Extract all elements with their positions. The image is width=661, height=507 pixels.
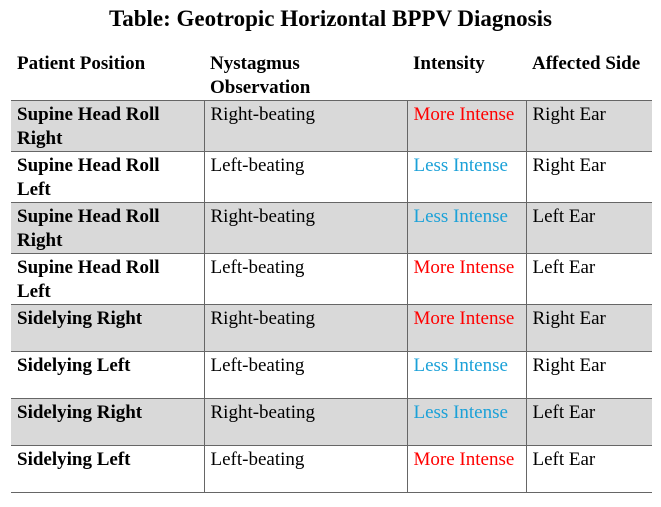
cell-intensity: More Intense [407,254,526,305]
cell-nystagmus: Left-beating [204,352,407,399]
cell-nystagmus: Left-beating [204,254,407,305]
cell-intensity: Less Intense [407,152,526,203]
table-row [11,203,652,254]
cell-affected-side: Right Ear [526,352,652,399]
cell-affected-side: Left Ear [526,446,652,493]
cell-nystagmus: Right-beating [204,203,407,254]
header-affected-side: Affected Side [526,51,652,101]
cell-patient-position: Supine Head Roll Right [11,101,204,152]
table-header-row [11,51,652,101]
header-intensity: Intensity [407,51,526,101]
cell-intensity: More Intense [407,305,526,352]
cell-patient-position: Supine Head Roll Left [11,254,204,305]
cell-nystagmus: Left-beating [204,446,407,493]
table-title: Table: Geotropic Horizontal BPPV Diagnosis [109,6,552,31]
cell-nystagmus: Right-beating [204,399,407,446]
table-row [11,101,652,152]
cell-patient-position: Sidelying Left [11,352,204,399]
table-row [11,305,652,352]
cell-intensity: Less Intense [407,352,526,399]
cell-patient-position: Sidelying Left [11,446,204,493]
header-patient-position: Patient Position [11,51,204,101]
cell-affected-side: Right Ear [526,152,652,203]
cell-affected-side: Left Ear [526,254,652,305]
cell-intensity: Less Intense [407,203,526,254]
table-row [11,352,652,399]
cell-patient-position: Supine Head Roll Left [11,152,204,203]
cell-nystagmus: Right-beating [204,101,407,152]
cell-intensity: Less Intense [407,399,526,446]
cell-affected-side: Left Ear [526,203,652,254]
cell-intensity: More Intense [407,446,526,493]
cell-nystagmus: Left-beating [204,152,407,203]
cell-patient-position: Sidelying Right [11,305,204,352]
table-row [11,254,652,305]
header-nystagmus-observation: Nystagmus Observation [204,51,407,101]
table-row [11,399,652,446]
cell-patient-position: Supine Head Roll Right [11,203,204,254]
cell-affected-side: Right Ear [526,101,652,152]
cell-affected-side: Left Ear [526,399,652,446]
table-row [11,446,652,493]
bppv-diagnosis-table [11,51,652,493]
cell-patient-position: Sidelying Right [11,399,204,446]
cell-nystagmus: Right-beating [204,305,407,352]
cell-intensity: More Intense [407,101,526,152]
table-row [11,152,652,203]
cell-affected-side: Right Ear [526,305,652,352]
